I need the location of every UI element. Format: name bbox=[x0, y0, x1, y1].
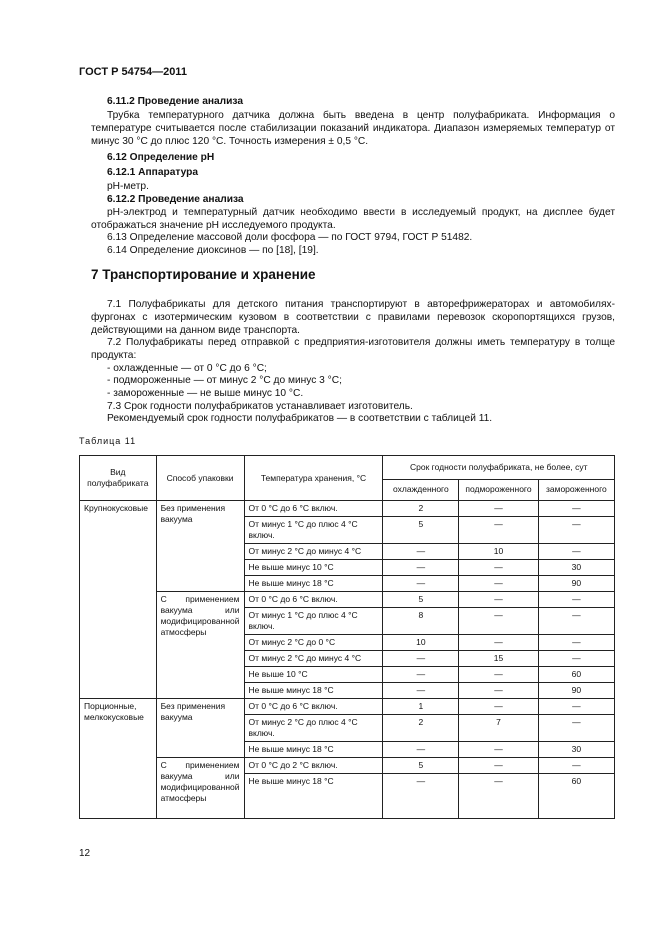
cell-zam: — bbox=[538, 517, 614, 544]
section-6-12-1-title: 6.12.1 Аппаратура bbox=[107, 167, 199, 178]
cell-temp: Не выше минус 18 °С bbox=[244, 683, 383, 699]
section-6-12-2-title: 6.12.2 Проведение анализа bbox=[107, 194, 244, 205]
cell-ohl: — bbox=[383, 651, 459, 667]
cell-ohl: 1 bbox=[383, 699, 459, 715]
col-header-temp: Температура хранения, °С bbox=[244, 456, 383, 501]
cell-temp: Не выше минус 18 °С bbox=[244, 576, 383, 592]
cell-vid: Порционные, мелкокусковые bbox=[80, 699, 157, 819]
cell-ohl: — bbox=[383, 667, 459, 683]
cell-podm: — bbox=[459, 560, 539, 576]
cell-zam: 30 bbox=[538, 560, 614, 576]
table-row bbox=[80, 758, 615, 774]
col-header-vid: Вид полуфабриката bbox=[80, 456, 157, 501]
cell-ohl: — bbox=[383, 742, 459, 758]
cell-zam: — bbox=[538, 758, 614, 774]
cell-ohl: — bbox=[383, 544, 459, 560]
cell-zam: — bbox=[538, 592, 614, 608]
page-header: ГОСТ Р 54754—2011 bbox=[79, 66, 187, 78]
section-6-11-2-title: 6.11.2 Проведение анализа bbox=[107, 96, 244, 107]
cell-temp: От минус 2 °С до минус 4 °С bbox=[244, 544, 383, 560]
col-header-zam: замороженного bbox=[538, 479, 614, 500]
cell-zam: — bbox=[538, 699, 614, 715]
section-6-12-2-text: pH-электрод и температурный датчик необходимо ввести в исследуемый продукт, на дисплее будет отображаться значение pH исследуемого продукта. bbox=[91, 207, 615, 231]
cell-ohl: — bbox=[383, 774, 459, 819]
cell-ohl: 5 bbox=[383, 758, 459, 774]
section-7-1: 7.1 Полуфабрикаты для детского питания транспортируют в авторефрижераторах и автомобилях-фургонах с изотермическим кузовом в соответствии с правилами перевозок скоропортящихся грузов, действующими на данном виде транспорта. bbox=[91, 299, 615, 336]
cell-ohl: — bbox=[383, 683, 459, 699]
list-item: - охлажденные — от 0 °С до 6 °С; bbox=[107, 363, 267, 374]
cell-podm: — bbox=[459, 758, 539, 774]
page-number: 12 bbox=[79, 848, 91, 859]
cell-temp: От минус 2 °С до 0 °С bbox=[244, 635, 383, 651]
cell-temp: От 0 °С до 6 °С включ. bbox=[244, 501, 383, 517]
cell-ohl: 2 bbox=[383, 501, 459, 517]
section-7-3-recommendation: Рекомендуемый срок годности полуфабрикатов — в соответствии с таблицей 11. bbox=[107, 413, 493, 424]
cell-ohl: 5 bbox=[383, 592, 459, 608]
cell-zam: 60 bbox=[538, 774, 614, 819]
cell-ohl: 5 bbox=[383, 517, 459, 544]
table-caption: Таблица 11 bbox=[79, 436, 137, 446]
cell-sposob: С применением вакуума или модифицированной атмосферы bbox=[156, 592, 244, 699]
section-7-title: 7 Транспортирование и хранение bbox=[91, 267, 316, 282]
cell-zam: — bbox=[538, 608, 614, 635]
cell-sposob: Без применения вакуума bbox=[156, 699, 244, 758]
cell-ohl: — bbox=[383, 576, 459, 592]
cell-podm: — bbox=[459, 608, 539, 635]
cell-podm: — bbox=[459, 576, 539, 592]
table-row bbox=[80, 592, 615, 608]
cell-temp: От минус 1 °С до плюс 4 °С включ. bbox=[244, 608, 383, 635]
cell-temp: От минус 2 °С до плюс 4 °С включ. bbox=[244, 715, 383, 742]
cell-podm: — bbox=[459, 699, 539, 715]
cell-temp: От минус 1 °С до плюс 4 °С включ. bbox=[244, 517, 383, 544]
cell-temp: Не выше минус 18 °С bbox=[244, 774, 383, 819]
section-7-3: 7.3 Срок годности полуфабрикатов устанавливает изготовитель. bbox=[107, 401, 413, 412]
cell-zam: — bbox=[538, 635, 614, 651]
cell-podm: — bbox=[459, 592, 539, 608]
cell-sposob: Без применения вакуума bbox=[156, 501, 244, 592]
cell-temp: Не выше 10 °С bbox=[244, 667, 383, 683]
cell-ohl: 2 bbox=[383, 715, 459, 742]
section-6-13: 6.13 Определение массовой доли фосфора — по ГОСТ 9794, ГОСТ Р 51482. bbox=[107, 232, 473, 243]
section-6-11-2-text: Трубка температурного датчика должна быть введена в центр полуфабриката. Информация о температуре считывается после стабилизации показаний индикатора. Диапазон измеряемых температур от минус 30 °С до плюс 120 °С. Точность измерения ± 0,5 °С. bbox=[91, 110, 615, 147]
cell-zam: 90 bbox=[538, 683, 614, 699]
cell-podm: — bbox=[459, 517, 539, 544]
section-7-2: 7.2 Полуфабрикаты перед отправкой с предприятия-изготовителя должны иметь температуру в толще продукта: bbox=[91, 337, 615, 361]
table-header-row bbox=[80, 456, 615, 480]
cell-podm: 15 bbox=[459, 651, 539, 667]
col-header-sposob: Способ упаковки bbox=[156, 456, 244, 501]
cell-temp: Не выше минус 10 °С bbox=[244, 560, 383, 576]
storage-table bbox=[79, 455, 615, 819]
section-6-14: 6.14 Определение диоксинов — по [18], [19]. bbox=[107, 245, 319, 256]
cell-temp: От 0 °С до 2 °С включ. bbox=[244, 758, 383, 774]
cell-podm: 10 bbox=[459, 544, 539, 560]
cell-podm: — bbox=[459, 501, 539, 517]
cell-zam: — bbox=[538, 715, 614, 742]
cell-zam: 90 bbox=[538, 576, 614, 592]
cell-podm: — bbox=[459, 667, 539, 683]
table-row bbox=[80, 501, 615, 517]
cell-zam: 60 bbox=[538, 667, 614, 683]
cell-podm: — bbox=[459, 774, 539, 819]
cell-zam: — bbox=[538, 651, 614, 667]
cell-podm: — bbox=[459, 635, 539, 651]
cell-podm: — bbox=[459, 742, 539, 758]
cell-temp: От минус 2 °С до минус 4 °С bbox=[244, 651, 383, 667]
table-row bbox=[80, 699, 615, 715]
cell-zam: 30 bbox=[538, 742, 614, 758]
section-6-12-1-text: pH-метр. bbox=[107, 181, 149, 192]
list-item: - подмороженные — от минус 2 °С до минус 3 °С; bbox=[107, 375, 342, 386]
cell-ohl: — bbox=[383, 560, 459, 576]
col-header-podm: подмороженного bbox=[459, 479, 539, 500]
cell-podm: — bbox=[459, 683, 539, 699]
cell-temp: Не выше минус 18 °С bbox=[244, 742, 383, 758]
list-item: - замороженные — не выше минус 10 °С. bbox=[107, 388, 304, 399]
section-6-12-title: 6.12 Определение pH bbox=[107, 152, 215, 163]
cell-zam: — bbox=[538, 544, 614, 560]
cell-ohl: 8 bbox=[383, 608, 459, 635]
col-header-srok: Срок годности полуфабриката, не более, сут bbox=[383, 456, 615, 480]
cell-temp: От 0 °С до 6 °С включ. bbox=[244, 699, 383, 715]
cell-zam: — bbox=[538, 501, 614, 517]
cell-temp: От 0 °С до 6 °С включ. bbox=[244, 592, 383, 608]
cell-sposob: С применением вакуума или модифицированной атмосферы bbox=[156, 758, 244, 819]
col-header-ohl: охлажденного bbox=[383, 479, 459, 500]
cell-vid: Крупнокусковые bbox=[80, 501, 157, 699]
cell-podm: 7 bbox=[459, 715, 539, 742]
cell-ohl: 10 bbox=[383, 635, 459, 651]
